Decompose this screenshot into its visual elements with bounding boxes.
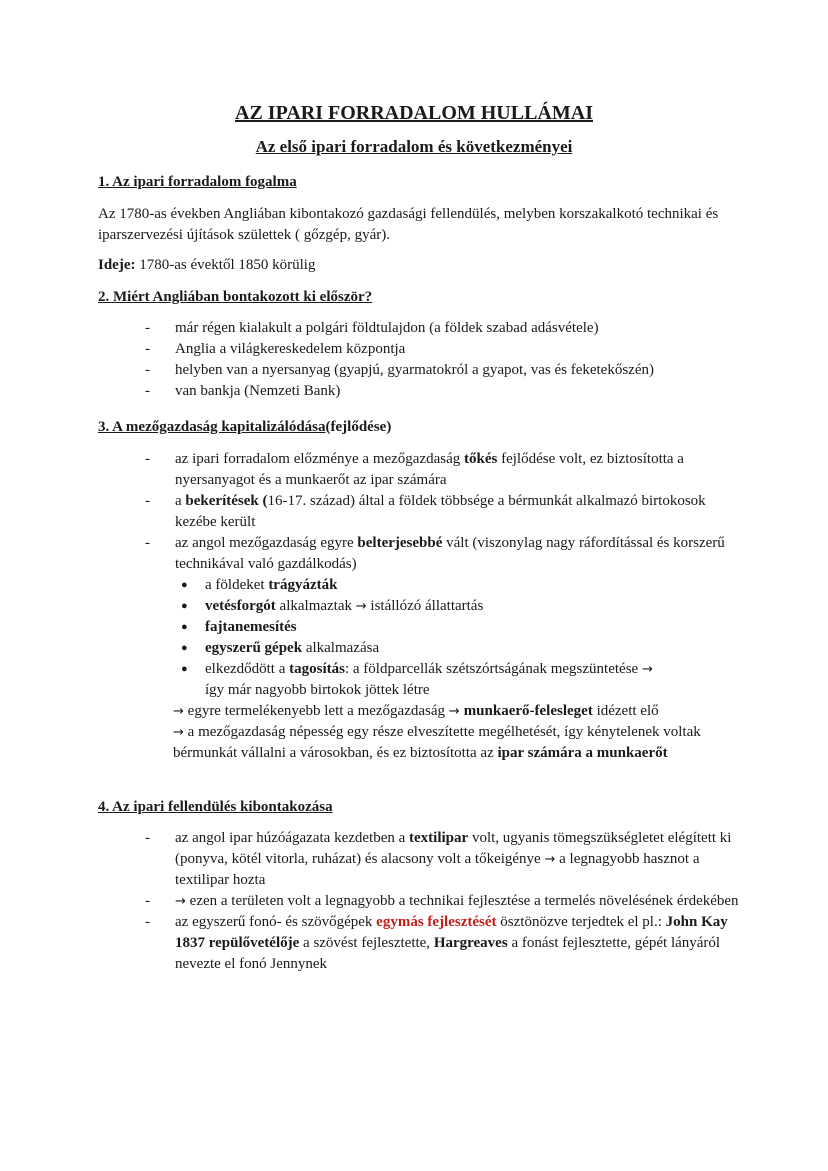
consequence-1: → egyre termelékenyebb lett a mezőgazdaság → munkaerő-felesleget idézett elő: [173, 703, 659, 719]
page-subtitle: Az első ipari forradalom és következményei: [255, 137, 573, 156]
arrow-icon: →: [173, 725, 184, 740]
page-title: AZ IPARI FORRADALOM HULLÁMAI: [235, 102, 593, 124]
section-4-heading: 4. Az ipari fellendülés kibontakozása: [98, 799, 333, 815]
list-item: - a bekerítések (16-17. század) által a földek többsége a bérmunkát alkalmazó birtokosok kezébe került: [145, 491, 745, 533]
section-1-period: [98, 255, 738, 276]
section-3-list: [145, 449, 745, 764]
list-item: - az egyszerű fonó- és szövőgépek egymás fejlesztését ösztönözve terjedtek el pl.: John Kay 1837 repülővetélője a szövést fejlesztette, Hargreaves a fonást fejlesztette, gépét lányáról nevezte el fonó Jennynek: [145, 912, 745, 975]
period-text: 1780-as évektől 1850 körülig: [135, 257, 316, 273]
section-4-list: [145, 828, 745, 975]
period-label: Ideje:: [98, 257, 136, 273]
sub-list-item: ● elkezdődött a tagosítás: a földparcellák szétszórtságának megszüntetése → így már nagyobb birtokok jöttek létre: [175, 659, 745, 701]
list-item: - Anglia a világkereskedelem központja: [145, 339, 745, 360]
sub-list-item: ● vetésforgót alkalmaztak → istállózó állattartás: [175, 596, 745, 617]
section-2-list: [145, 318, 745, 402]
sub-list-item: ● egyszerű gépek alkalmazása: [175, 638, 745, 659]
arrow-icon: →: [544, 852, 556, 867]
sub-bullet-list: [175, 575, 745, 701]
section-2-heading: 2. Miért Angliában bontakozott ki először?: [98, 289, 373, 305]
arrow-icon: →: [448, 704, 460, 719]
sub-list-item: ● a földeket trágyázták: [175, 575, 745, 596]
list-item: - helyben van a nyersanyag (gyapjú, gyarmatokról a gyapot, vas és feketekőszén): [145, 360, 745, 381]
arrow-icon: →: [173, 704, 184, 719]
section-3-heading-suffix: (fejlődése): [325, 419, 392, 435]
section-1-definition: Az 1780-as években Angliában kibontakozó gazdasági fellendülés, melyben korszakalkotó technikai és iparszervezési újítások születtek ( gőzgép, gyár).: [98, 206, 719, 243]
section-3-heading: [98, 417, 391, 438]
list-item: - az ipari forradalom előzménye a mezőgazdaság tőkés fejlődése volt, ez biztosította a nyersanyagot és a munkaerőt az ipar számára: [145, 449, 745, 491]
list-item: - az angol ipar húzóágazata kezdetben a textilipar volt, ugyanis tömegszükségletet elégített ki (ponyva, kötél vitorla, ruházat) és alacsony volt a tőkeigénye → a legnagyobb hasznot a textilipar hozta: [145, 828, 745, 891]
arrow-icon: →: [355, 599, 367, 614]
list-item: - az angol mezőgazdaság egyre belterjesebbé vált (viszonylag nagy ráfordítással és korszerű technikával való gazdálkodás) ● a földeket trágyázták ● vetésforgót alkalmaztak → istállózó állattartás ● fajtanemesítés ● egyszerű gépek alkalmazása ● elkezdődött a tagosítás: a földparcellák szétszórtságának megszüntetése → így már nagyobb birtokok jöttek létre → egyre termelékenyebb lett a mezőgazdaság → munkaerő-felesleget idézett elő → a mezőgazdaság népesség egy része elveszítette megélhetését, így kénytelenek voltak bérmunkát vállalni a városokban, és ez biztosította az ipar számára a munkaerőt: [145, 533, 745, 764]
section-3-heading-main: 3. A mezőgazdaság kapitalizálódása: [98, 419, 326, 435]
sub-list-item: ● fajtanemesítés: [175, 617, 745, 638]
list-item: - → ezen a területen volt a legnagyobb a technikai fejlesztése a termelés növelésének érdekében: [145, 891, 745, 912]
arrow-icon: →: [175, 894, 186, 909]
list-item: - már régen kialakult a polgári földtulajdon (a földek szabad adásvétele): [145, 318, 745, 339]
list-item: - van bankja (Nemzeti Bank): [145, 381, 745, 402]
arrow-icon: →: [641, 662, 653, 677]
section-1-heading: 1. Az ipari forradalom fogalma: [98, 174, 297, 190]
consequence-2: → a mezőgazdaság népesség egy része elveszítette megélhetését, így kénytelenek voltak bérmunkát vállalni a városokban, és ez biztosította az ipar számára a munkaerőt: [173, 724, 701, 761]
